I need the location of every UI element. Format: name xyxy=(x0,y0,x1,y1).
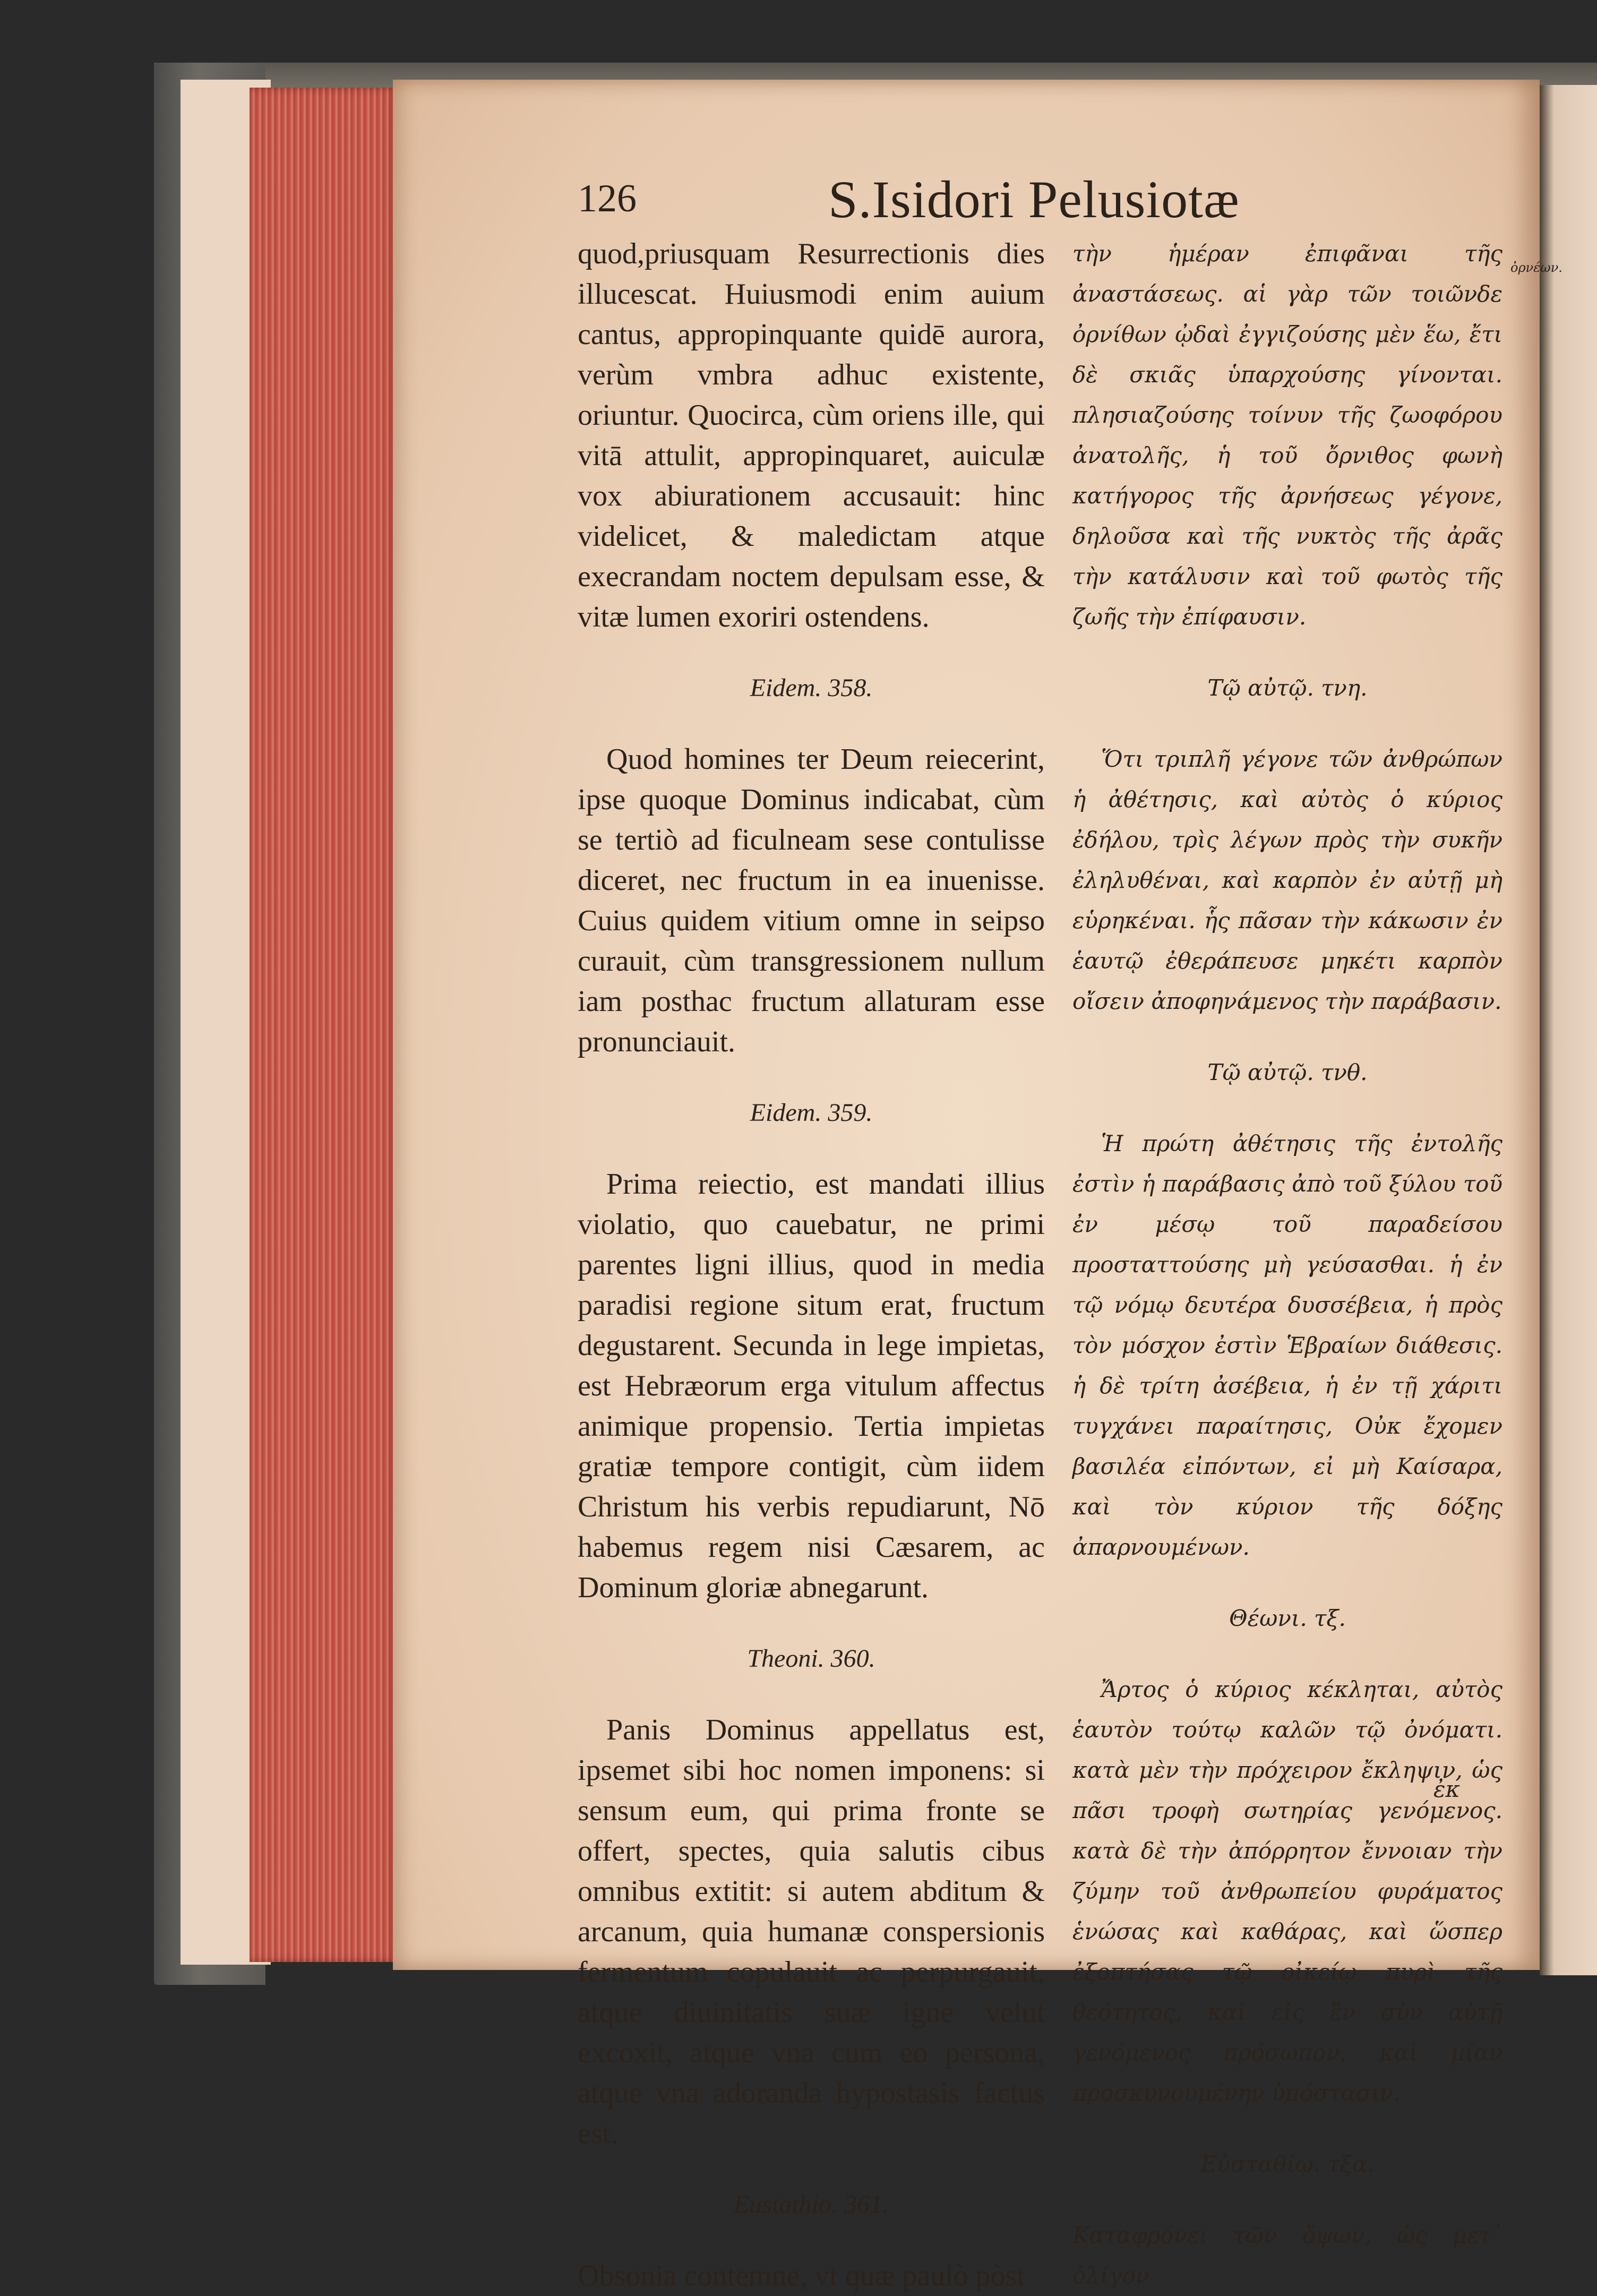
latin-heading-360: Theoni. 360. xyxy=(747,1644,875,1673)
facing-page-edge xyxy=(1540,85,1597,1975)
latin-letter-360: Panis Dominus appellatus est, ipsemet sibi hoc nomen imponens: si sensum eum, qui prima fronte se offert, spectes, quia salutis cibus omnibus extitit: si autem abditum & arcanum, quia humanæ conspersionis fermentum copulauit ac perpurgauit, atque diuinitatis suæ igne velut excoxit, atque vna cum eo persona, atque vna adoranda hypostasis factus est. xyxy=(578,1714,1045,2150)
greek-letter-358: Ὅτι τριπλῆ γέγονε τῶν ἀνθρώπων ἡ ἀθέτησις, καὶ αὐτὸς ὁ κύριος ἐδήλου, τρὶς λέγων πρὸς τὴν συκῆν ἐληλυθέναι, καὶ καρπὸν ἐν αὐτῇ μὴ εὑρηκέναι. ἧς πᾶσαν τὴν κάκωσιν ἐν ἑαυτῷ ἐθεράπευσε μηκέτι καρπὸν οἴσειν ἀποφηνάμενος τὴν παράβασιν. xyxy=(1072,746,1502,1014)
latin-letter-359: Prima reiectio, est mandati illius violatio, quo cauebatur, ne primi parentes ligni illius, quod in media paradisi regione situm erat, fructum degustarent. Secunda in lege impietas, est Hebræorum erga vitulum affectus animique propensio. Tertia impietas gratiæ tempore contigit, cùm iidem Christum his verbis repudiarunt, Nō habemus regem nisi Cæsarem, ac Dominum gloriæ abnegarunt. xyxy=(578,1168,1045,1604)
greek-heading-358: Τῷ αὐτῷ. τνη. xyxy=(1207,675,1368,701)
greek-letter-359: Ἡ πρώτη ἀθέτησις τῆς ἐντολῆς ἐστὶν ἡ παράβασις ἀπὸ τοῦ ξύλου τοῦ ἐν μέσῳ τοῦ παραδείσου προσταττούσης μὴ γεύσασθαι. ἡ ἐν τῷ νόμῳ δευτέρα δυσσέβεια, ἡ πρὸς τὸν μόσχον ἐστὶν Ἑβραίων διάθεσις. ἡ δὲ τρίτη ἀσέβεια, ἡ ἐν τῇ χάριτι τυγχάνει παραίτησις, Οὐκ ἔχομεν βασιλέα εἰπόντων, εἰ μὴ Καίσαρα, καὶ τὸν κύριον τῆς δόξης ἀπαρνουμένων. xyxy=(1072,1130,1502,1560)
greek-letter-361: Καταφρόνει τῶν ὄψων, ὡς μετ᾽ ὀλίγον xyxy=(1072,2222,1502,2289)
latin-heading-361: Eustathio. 361. xyxy=(733,2190,889,2218)
red-page-edges xyxy=(250,88,398,1962)
latin-column xyxy=(578,234,1045,2292)
latin-letter-358: Quod homines ter Deum reiecerint, ipse quoque Dominus indicabat, cùm se tertiò ad ficulneam sese contulisse diceret, nec fructum in ea inuenisse. Cuius quidem vitium omne in seipso curauit, cùm transgressionem nullum iam posthac fructum allaturam esse pronunciauit. xyxy=(578,743,1045,1058)
greek-column xyxy=(1072,234,1502,2289)
greek-heading-360: Θέωνι. τξ. xyxy=(1229,1605,1346,1631)
latin-letter-361: Obsonia contemne, vt quæ paulò pòst xyxy=(578,2259,1026,2292)
latin-opening-paragraph: quod,priusquam Resurrectionis dies illucescat. Huiusmodi enim auium cantus, appropinquante quidē aurora, verùm vmbra adhuc existente, oriuntur. Quocirca, cùm oriens ille, qui vitā attulit, appropinquaret, auiculæ vox abiurationem accusauit: hinc videlicet, & maledictam atque execrandam noctem depulsam esse, & vitæ lumen exoriri ostendens. xyxy=(578,237,1045,633)
greek-heading-359: Τῷ αὐτῷ. τνθ. xyxy=(1207,1059,1368,1085)
catchword: ἐκ xyxy=(1433,1776,1461,1802)
running-head: S.Isidori Pelusiotæ xyxy=(828,170,1240,229)
margin-note: ὀρνέων. xyxy=(1510,260,1562,275)
latin-heading-359: Eidem. 359. xyxy=(750,1099,873,1127)
greek-heading-361: Εὐσταθίῳ. τξα. xyxy=(1200,2151,1375,2177)
latin-heading-358: Eidem. 358. xyxy=(750,674,873,702)
greek-letter-360: Ἄρτος ὁ κύριος κέκληται, αὐτὸς ἑαυτὸν τούτῳ καλῶν τῷ ὀνόματι. κατὰ μὲν τὴν πρόχειρον ἔκληψιν, ὡς πᾶσι τροφὴ σωτηρίας γενόμενος. κατὰ δὲ τὴν ἀπόρρητον ἔννοιαν τὴν ζύμην τοῦ ἀνθρωπείου φυράματος ἑνώσας καὶ καθάρας, καὶ ὥσπερ ἐξοπτήσας τῷ οἰκείῳ πυρὶ τῆς θεότητος, καὶ εἰς ἓν σὺν αὐτῇ γενόμενος πρόσωπον, καὶ μίαν προσκυνουμένην ὑπόστασιν. xyxy=(1072,1676,1502,2106)
page-number: 126 xyxy=(578,177,637,220)
greek-opening-paragraph: τὴν ἡμέραν ἐπιφᾶναι τῆς ἀναστάσεως. αἱ γὰρ τῶν τοιῶνδε ὀρνίθων ᾠδαὶ ἐγγιζούσης μὲν ἕω, ἔτι δὲ σκιᾶς ὑπαρχούσης γίνονται. πλησιαζούσης τοίνυν τῆς ζωοφόρου ἀνατολῆς, ἡ τοῦ ὄρνιθος φωνὴ κατήγορος τῆς ἀρνήσεως γέγονε, δηλοῦσα καὶ τῆς νυκτὸς τῆς ἀρᾶς τὴν κατάλυσιν καὶ τοῦ φωτὸς τῆς ζωῆς τὴν ἐπίφαυσιν. xyxy=(1072,241,1502,630)
